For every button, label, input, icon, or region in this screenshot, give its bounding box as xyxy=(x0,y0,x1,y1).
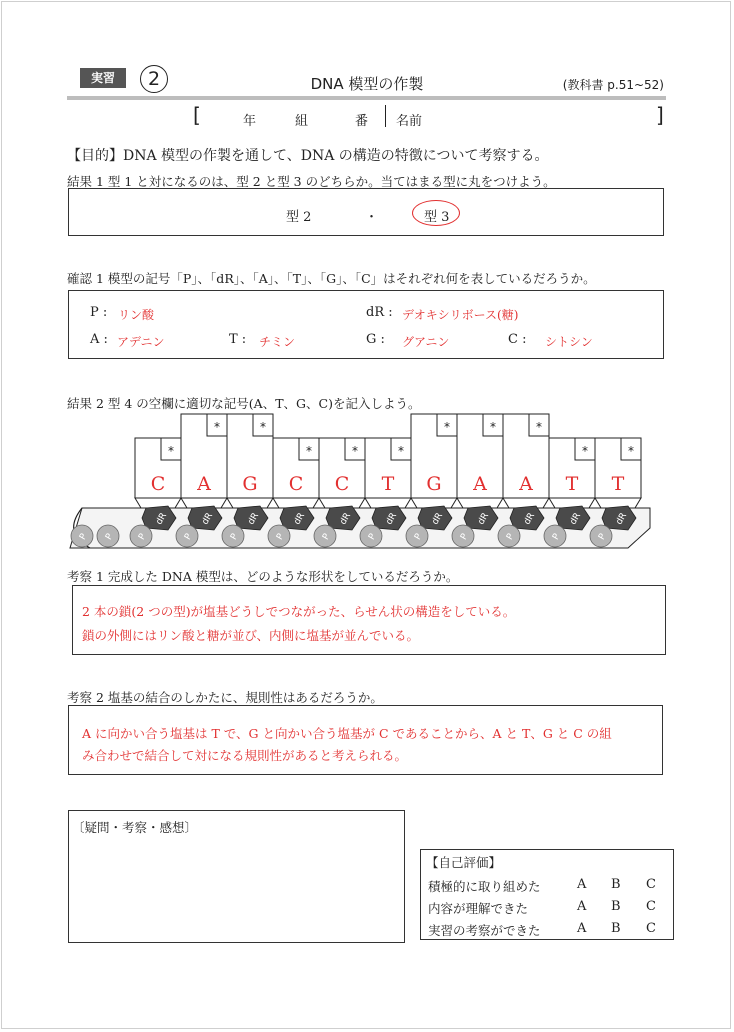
practice-tag: 実習 xyxy=(80,68,126,88)
base-connector xyxy=(503,498,549,508)
symbol-a: A : xyxy=(90,332,108,347)
consider1-question: 考察 1 完成した DNA 模型は、どのような形状をしているだろうか。 xyxy=(67,569,459,584)
symbol-p: P : xyxy=(90,305,108,320)
class-label: 組 xyxy=(295,114,309,129)
sugar-dr-label: dR xyxy=(476,511,492,527)
eval-grade-c[interactable]: C xyxy=(646,921,656,936)
consider2-answer-line1: A に向かい合う塩基は T で、G と向かい合う塩基が C であることから、A と T、G と C の組 xyxy=(82,726,612,741)
page-title: DNA 模型の作製 xyxy=(310,75,424,93)
header-rule xyxy=(67,96,666,100)
symbol-c: C : xyxy=(508,332,527,347)
base-letter: C xyxy=(288,473,304,495)
eval-grade-b[interactable]: B xyxy=(611,877,621,892)
name-label: 名前 xyxy=(396,114,423,129)
number-label: 番 xyxy=(355,114,369,129)
slot-star: * xyxy=(398,444,404,458)
slot-star: * xyxy=(260,420,266,434)
eval-grade-b[interactable]: B xyxy=(611,921,621,936)
consider1-answer-line1: 2 本の鎖(2 つの型)が塩基どうしでつながった、らせん状の構造をしている。 xyxy=(82,604,516,619)
slot-star: * xyxy=(214,420,220,434)
eval-grade-a[interactable]: A xyxy=(577,899,587,914)
base-letter: A xyxy=(197,473,211,495)
base-connector xyxy=(365,498,411,508)
answer-g: グアニン xyxy=(402,335,450,349)
eval-grade-c[interactable]: C xyxy=(646,899,656,914)
slot-star: * xyxy=(628,444,634,458)
dna-model-strip xyxy=(60,408,670,558)
base-connector xyxy=(411,498,457,508)
sugar-dr-label: dR xyxy=(154,511,170,527)
phosphate-p-label: P xyxy=(137,532,149,542)
base-letter: C xyxy=(334,473,350,495)
slot-star: * xyxy=(168,444,174,458)
sugar-dr-label: dR xyxy=(522,511,538,527)
answer-p: リン酸 xyxy=(118,308,155,322)
base-connector xyxy=(273,498,319,508)
base-connector xyxy=(135,498,181,508)
symbol-g: G : xyxy=(366,332,385,347)
sugar-dr-label: dR xyxy=(430,511,446,527)
phosphate-p-label: P xyxy=(367,532,379,542)
base-connector xyxy=(227,498,273,508)
slot-star: * xyxy=(536,420,542,434)
answer-dr: デオキシリボース(糖) xyxy=(402,308,519,322)
base-connector xyxy=(181,498,227,508)
purpose-text: 【目的】DNA 模型の作製を通して、DNA の構造の特徴について考察する。 xyxy=(67,148,549,164)
eval-grade-b[interactable]: B xyxy=(611,899,621,914)
slot-star: * xyxy=(490,420,496,434)
self-eval-row-label: 内容が理解できた xyxy=(428,901,529,916)
phosphate-p-label: P xyxy=(275,532,287,542)
slot-star: * xyxy=(352,444,358,458)
phosphate-p-label: P xyxy=(78,532,90,542)
sugar-dr-label: dR xyxy=(338,511,354,527)
slot-star: * xyxy=(582,444,588,458)
sugar-dr-label: dR xyxy=(200,511,216,527)
base-letter: G xyxy=(426,473,442,495)
base-letter: A xyxy=(473,473,487,495)
base-letter: C xyxy=(150,473,166,495)
base-letter: T xyxy=(565,473,579,495)
base-connector xyxy=(457,498,503,508)
sugar-dr-label: dR xyxy=(246,511,262,527)
answer-c: シトシン xyxy=(545,335,593,349)
option-type3: 型 3 xyxy=(424,210,450,225)
phosphate-p-label: P xyxy=(505,532,517,542)
phosphate-p-label: P xyxy=(321,532,333,542)
base-connector xyxy=(549,498,595,508)
base-letter: T xyxy=(381,473,395,495)
year-label: 年 xyxy=(243,114,257,129)
info-close-bracket: ] xyxy=(656,103,664,127)
phosphate-p-label: P xyxy=(183,532,195,542)
result1-question: 結果 1 型 1 と対になるのは、型 2 と型 3 のどちらか。当てはまる型に丸をつけよう。 xyxy=(67,174,556,189)
sugar-dr-label: dR xyxy=(384,511,400,527)
sugar-dr-label: dR xyxy=(568,511,584,527)
phosphate-p-label: P xyxy=(229,532,241,542)
answer-a: アデニン xyxy=(117,335,165,349)
self-eval-row-label: 積極的に取り組めた xyxy=(428,879,541,894)
eval-grade-a[interactable]: A xyxy=(577,921,587,936)
sugar-dr-label: dR xyxy=(292,511,308,527)
base-letter: G xyxy=(242,473,258,495)
base-letter: A xyxy=(519,473,533,495)
base-connector xyxy=(319,498,365,508)
slot-star: * xyxy=(306,444,312,458)
consider1-answer-line2: 鎖の外側にはリン酸と糖が並び、内側に塩基が並んでいる。 xyxy=(82,628,420,643)
phosphate-p-label: P xyxy=(104,532,116,542)
phosphate-p-label: P xyxy=(597,532,609,542)
self-eval-title: 【自己評価】 xyxy=(426,855,502,870)
slot-star: * xyxy=(444,420,450,434)
consider2-question: 考察 2 塩基の結合のしかたに、規則性はあるだろうか。 xyxy=(67,690,383,705)
questions-box-label: 〔疑問・考察・感想〕 xyxy=(72,820,198,835)
consider2-answer-line2: み合わせで結合して対になる規則性があると考えられる。 xyxy=(82,748,408,763)
base-letter: T xyxy=(611,473,625,495)
symbol-t: T : xyxy=(229,332,247,347)
practice-number: 2 xyxy=(140,65,168,93)
option-type2: 型 2 xyxy=(286,210,312,225)
self-eval-row-label: 実習の考察ができた xyxy=(428,923,541,938)
info-divider xyxy=(385,105,386,127)
eval-grade-c[interactable]: C xyxy=(646,877,656,892)
result2-question: 結果 2 型 4 の空欄に適切な記号(A、T、G、C)を記入しよう。 xyxy=(67,396,421,411)
symbol-dr: dR : xyxy=(366,305,393,320)
confirm1-question: 確認 1 模型の記号「P」、「dR」、「A」、「T」、「G」、「C」はそれぞれ何を表しているだろうか。 xyxy=(67,271,596,286)
eval-grade-a[interactable]: A xyxy=(577,877,587,892)
phosphate-p-label: P xyxy=(459,532,471,542)
option-separator: ・ xyxy=(365,210,379,225)
phosphate-p-label: P xyxy=(551,532,563,542)
phosphate-p-label: P xyxy=(413,532,425,542)
info-open-bracket: [ xyxy=(193,103,201,127)
sugar-dr-label: dR xyxy=(614,511,630,527)
base-connector xyxy=(595,498,641,508)
consider1-box xyxy=(72,585,666,655)
textbook-reference: (教科書 p.51~52) xyxy=(562,78,664,92)
answer-t: チミン xyxy=(259,335,296,349)
